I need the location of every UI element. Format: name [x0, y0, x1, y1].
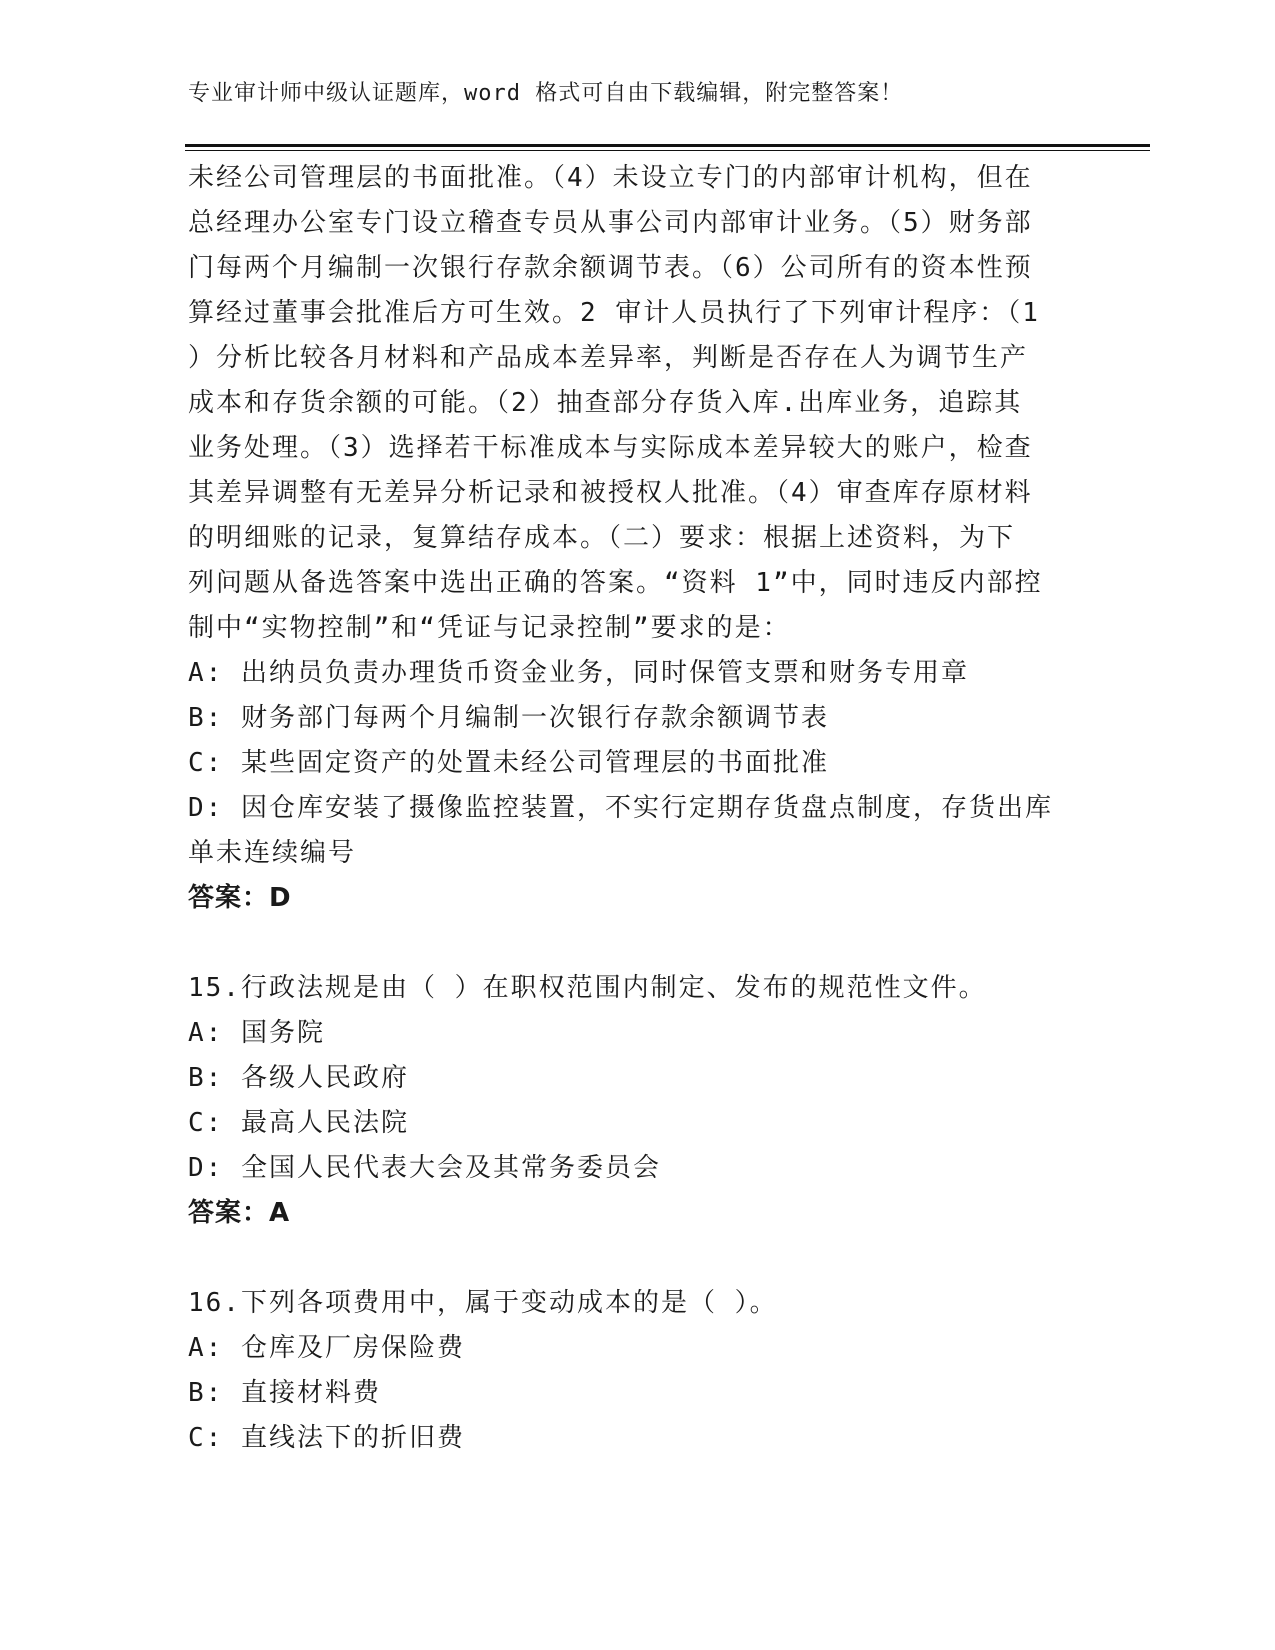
question-14 [188, 156, 1088, 921]
option-c: C: 某些固定资产的处置未经公司管理层的书面批准 [188, 748, 829, 778]
option-d: D: 因仓库安装了摄像监控装置，不实行定期存货盘点制度，存货出库 [188, 793, 1053, 823]
answer-label: 答案：D [188, 883, 292, 913]
page-header: 专业审计师中级认证题库，word 格式可自由下载编辑，附完整答案！ [188, 81, 904, 106]
question-15 [188, 966, 1088, 1236]
question-stem-line: 门每两个月编制一次银行存款余额调节表。（6）公司所有的资本性预 [188, 253, 1033, 283]
question-stem-line: ）分析比较各月材料和产品成本差异率，判断是否存在人为调节生产 [188, 343, 1029, 373]
question-stem-line: 成本和存货余额的可能。（2）抽查部分存货入库.出库业务，追踪其 [188, 388, 1023, 418]
question-stem: 15.行政法规是由（ ）在职权范围内制定、发布的规范性文件。 [188, 973, 987, 1003]
question-stem-line: 列问题从备选答案中选出正确的答案。“资料 1”中，同时违反内部控 [188, 568, 1043, 598]
question-16 [188, 1281, 1088, 1461]
option-c: C: 最高人民法院 [188, 1108, 409, 1138]
document-body [188, 156, 1088, 1461]
header-rule-thick [185, 144, 1150, 147]
question-stem-line: 总经理办公室专门设立稽查专员从事公司内部审计业务。（5）财务部 [188, 208, 1033, 238]
question-stem: 16.下列各项费用中，属于变动成本的是（ ）。 [188, 1288, 778, 1318]
question-stem-line: 的明细账的记录，复算结存成本。（二）要求：根据上述资料，为下 [188, 523, 1016, 553]
option-a: A: 国务院 [188, 1018, 325, 1048]
question-stem-line: 其差异调整有无差异分析记录和被授权人批准。（4）审查库存原材料 [188, 478, 1033, 508]
option-d-continued: 单未连续编号 [188, 838, 357, 868]
question-stem-line: 制中“实物控制”和“凭证与记录控制”要求的是： [188, 613, 791, 643]
spacer [188, 921, 1088, 966]
header-rule-thin [185, 150, 1150, 151]
option-d: D: 全国人民代表大会及其常务委员会 [188, 1153, 661, 1183]
option-b: B: 各级人民政府 [188, 1063, 409, 1093]
question-stem-line: 未经公司管理层的书面批准。（4）未设立专门的内部审计机构，但在 [188, 163, 1033, 193]
option-c: C: 直线法下的折旧费 [188, 1423, 465, 1453]
answer-label: 答案：A [188, 1198, 291, 1228]
spacer [188, 1236, 1088, 1281]
option-b: B: 财务部门每两个月编制一次银行存款余额调节表 [188, 703, 829, 733]
option-a: A: 仓库及厂房保险费 [188, 1333, 465, 1363]
option-a: A: 出纳员负责办理货币资金业务，同时保管支票和财务专用章 [188, 658, 969, 688]
option-b: B: 直接材料费 [188, 1378, 381, 1408]
question-stem-line: 业务处理。（3）选择若干标准成本与实际成本差异较大的账户，检查 [188, 433, 1033, 463]
question-stem-line: 算经过董事会批准后方可生效。2 审计人员执行了下列审计程序：（1 [188, 298, 1040, 328]
